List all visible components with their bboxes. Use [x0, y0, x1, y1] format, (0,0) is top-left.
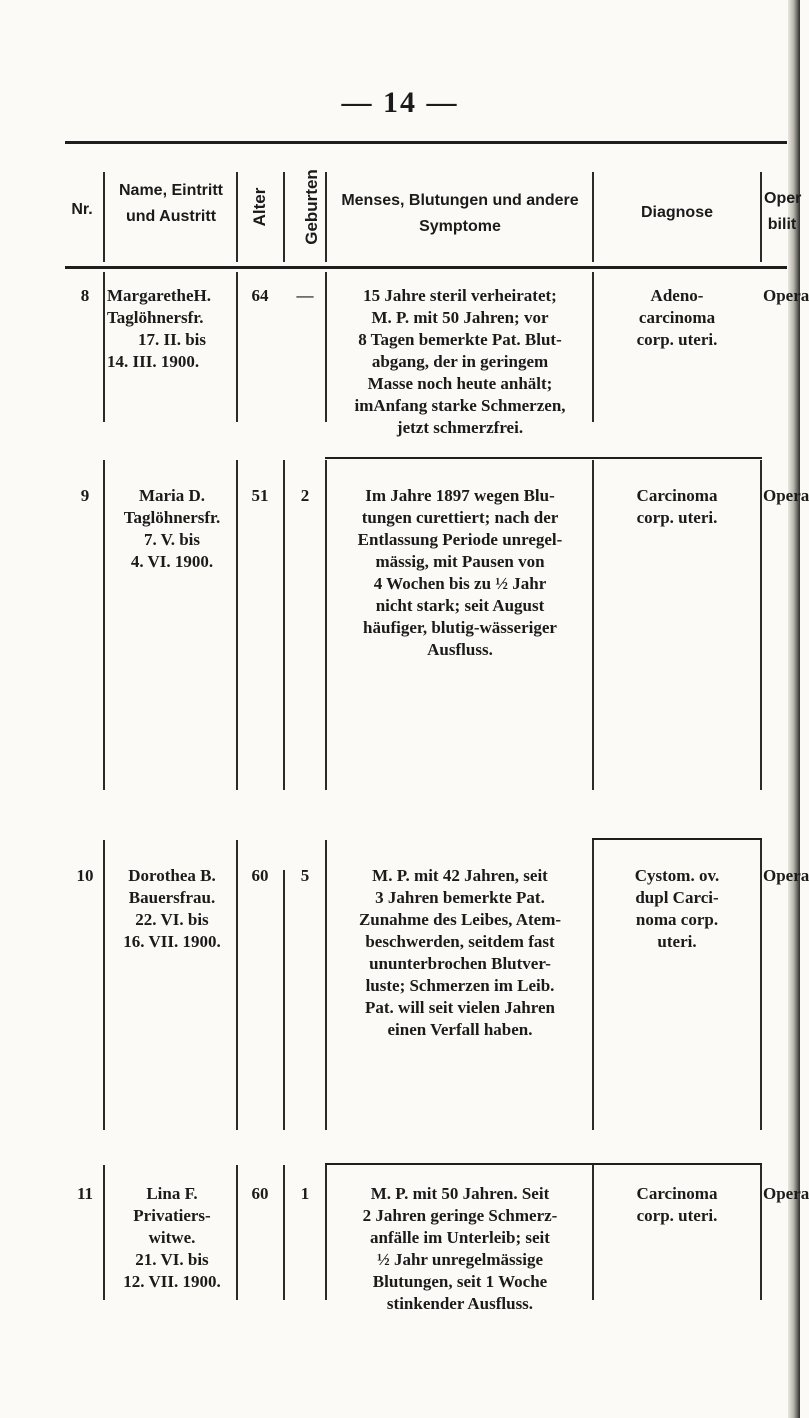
header-name: Name, Eintritt und Austritt [118, 182, 223, 225]
row-diagnose: Adeno- carcinoma corp. uteri. [636, 286, 718, 349]
row-nr: 8 [80, 286, 90, 305]
row-geburten: 1 [300, 1184, 310, 1203]
header-menses: Menses, Blutungen und andere Symptome [341, 192, 579, 235]
row-name: Lina F. Privatiers- witwe. 21. VI. bis 12. VII. 1900. [123, 1184, 221, 1291]
table-top-rule [65, 141, 787, 144]
header-bottom-rule [65, 266, 787, 269]
header-nr: Nr. [71, 201, 93, 218]
row-nr: 10 [76, 866, 94, 885]
header-operabilitaet: Oper bilit [764, 190, 802, 233]
row-operabilitaet: Opera [763, 286, 809, 305]
row-geburten: — [296, 286, 314, 305]
row-separator [325, 1163, 762, 1165]
header-geburten: Geburten [302, 169, 321, 245]
row-menses: 15 Jahre steril verheiratet; M. P. mit 50 Jahren; vor 8 Tagen bemerkte Pat. Blut- abgang, der in geringem Masse noch heute anhält; imAnfang starke Schmerzen, jetzt schmerzfrei. [354, 286, 566, 437]
row-menses: M. P. mit 50 Jahren. Seit 2 Jahren geringe Schmerz- anfälle im Unterleib; seit ½ Jahr unregelmässige Blutungen, seit 1 Woche stinkender Ausfluss. [362, 1184, 558, 1313]
row-menses: Im Jahre 1897 wegen Blu- tungen curettiert; nach der Entlassung Periode unregel- mässig, mit Pausen von 4 Wochen bis zu ½ Jahr nicht stark; seit August häufiger, blutig-wässeriger Ausfluss. [357, 486, 563, 659]
row-name: MargaretheH. Taglöhnersfr. 17. II. bis 14. III. 1900. [107, 286, 212, 371]
row-operabilitaet: Opera [763, 1184, 809, 1203]
row-alter: 60 [251, 866, 269, 885]
row-nr: 11 [76, 1184, 94, 1203]
page-number: — 14 — [341, 86, 459, 119]
row-alter: 64 [251, 286, 269, 305]
row-alter: 51 [251, 486, 269, 505]
row-geburten: 5 [300, 866, 310, 885]
row-diagnose: Carcinoma corp. uteri. [636, 1184, 718, 1225]
row-alter: 60 [251, 1184, 269, 1203]
header-diagnose: Diagnose [640, 204, 713, 221]
row-name: Maria D. Taglöhnersfr. 7. V. bis 4. VI. 1900. [123, 486, 221, 571]
row-menses: M. P. mit 42 Jahren, seit 3 Jahren bemerkte Pat. Zunahme des Leibes, Atem- beschwerden, seitdem fast ununterbrochen Blutver- luste; Schmerzen im Leib. Pat. will seit vielen Jahren einen Verfall haben. [358, 866, 562, 1039]
row-diagnose: Carcinoma corp. uteri. [636, 486, 718, 527]
row-diagnose: Cystom. ov. dupl Carci- noma corp. uteri. [634, 866, 720, 951]
row-separator [592, 838, 762, 840]
header-alter: Alter [250, 187, 269, 227]
row-operabilitaet: Opera [763, 486, 809, 505]
row-operabilitaet: Opera [763, 866, 809, 885]
row-separator [325, 457, 762, 459]
row-nr: 9 [80, 486, 90, 505]
row-geburten: 2 [300, 486, 310, 505]
row-name: Dorothea B. Bauersfrau. 22. VI. bis 16. VII. 1900. [123, 866, 221, 951]
